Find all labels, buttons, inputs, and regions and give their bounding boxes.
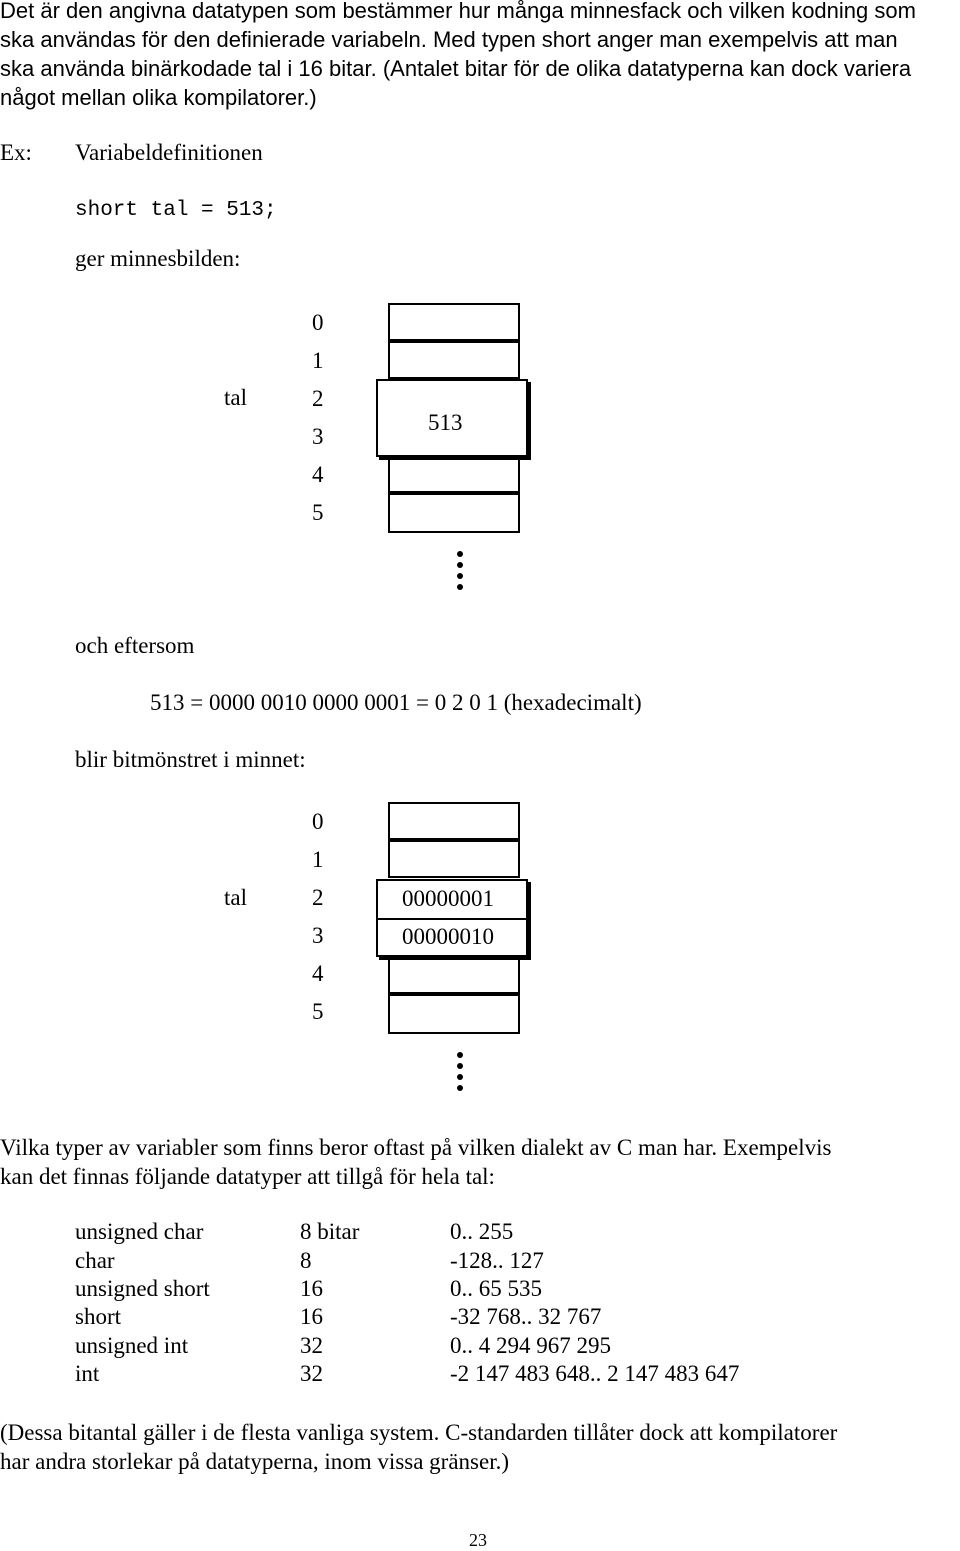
type-bits: 32 — [300, 1333, 323, 1358]
address-label: 2 — [312, 386, 324, 411]
bitpattern-caption: blir bitmönstret i minnet: — [75, 747, 306, 772]
address-label: 3 — [312, 424, 324, 449]
type-name: int — [75, 1361, 100, 1386]
type-name: unsigned char — [75, 1219, 204, 1244]
table-row — [0, 1219, 960, 1248]
type-bits: 32 — [300, 1361, 323, 1386]
cell-value: 513 — [428, 410, 463, 435]
memory-cell — [388, 493, 520, 533]
memory-cell — [388, 840, 520, 878]
memory-cell — [388, 303, 520, 341]
type-bits: 8 — [300, 1248, 312, 1273]
type-name: unsigned int — [75, 1333, 189, 1358]
type-range: 0.. 65 535 — [450, 1276, 542, 1301]
intro-line: ska använda binärkodade tal i 16 bitar. (Antalet bitar för de olika datatyperna kan dock variera — [0, 56, 912, 81]
types-intro — [0, 1133, 832, 1191]
example-label: Variabeldefinitionen — [75, 140, 263, 165]
intro-line: Det är den angivna datatypen som bestämmer hur många minnesfack och vilken kodning som — [0, 0, 916, 23]
type-bits: 8 bitar — [300, 1219, 360, 1244]
page-number: 23 — [469, 1530, 487, 1550]
intro-line: ska användas för den definierade variabeln. Med typen short anger man exempelvis att man — [0, 27, 898, 52]
table-row — [0, 1333, 960, 1362]
table-row — [0, 1276, 960, 1305]
type-range: -2 147 483 648.. 2 147 483 647 — [450, 1361, 740, 1386]
variable-label: tal — [224, 885, 247, 910]
type-name: short — [75, 1304, 121, 1329]
note-paragraph — [0, 1418, 837, 1476]
diagram-caption: ger minnesbilden: — [75, 246, 241, 271]
type-range: -128.. 127 — [450, 1248, 544, 1273]
address-label: 2 — [312, 885, 324, 910]
memory-cell — [388, 994, 520, 1034]
address-label: 1 — [312, 847, 324, 872]
example-prefix: Ex: — [0, 140, 32, 165]
address-label: 0 — [312, 310, 324, 335]
type-bits: 16 — [300, 1304, 323, 1329]
memory-cell — [388, 956, 520, 994]
address-label: 3 — [312, 923, 324, 948]
type-name: char — [75, 1248, 115, 1273]
intro-paragraph — [0, 0, 960, 112]
memory-cell — [388, 341, 520, 379]
byte-low-value: 00000001 — [402, 886, 494, 911]
variable-cell — [376, 879, 528, 957]
type-range: 0.. 4 294 967 295 — [450, 1333, 611, 1358]
connector-text: och eftersom — [75, 633, 195, 658]
types-intro-line: Vilka typer av variabler som finns beror oftast på vilken dialekt av C man har. Exempelvis — [0, 1135, 832, 1160]
memory-cell — [388, 455, 520, 493]
address-label: 4 — [312, 462, 324, 487]
byte-high-value: 00000010 — [402, 924, 494, 949]
intro-line: något mellan olika kompilatorer.) — [0, 85, 317, 110]
address-label: 5 — [312, 999, 324, 1024]
ellipsis-icon — [457, 551, 465, 595]
equation: 513 = 0000 0010 0000 0001 = 0 2 0 1 (hexadecimalt) — [150, 690, 642, 715]
table-row — [0, 1361, 960, 1390]
table-row — [0, 1304, 960, 1333]
memory-cell — [388, 802, 520, 840]
address-label: 1 — [312, 348, 324, 373]
type-bits: 16 — [300, 1276, 323, 1301]
note-line: har andra storlekar på datatyperna, inom vissa gränser.) — [0, 1449, 509, 1474]
address-label: 5 — [312, 500, 324, 525]
ellipsis-icon — [457, 1052, 465, 1096]
variable-label: tal — [224, 385, 247, 410]
address-label: 4 — [312, 961, 324, 986]
variable-cell — [376, 379, 528, 457]
types-intro-line: kan det finnas följande datatyper att tillgå för hela tal: — [0, 1164, 495, 1189]
cell-divider — [378, 918, 526, 920]
code-line: short tal = 513; — [75, 199, 277, 222]
note-line: (Dessa bitantal gäller i de flesta vanliga system. C-standarden tillåter dock att kompilatorer — [0, 1420, 838, 1445]
type-name: unsigned short — [75, 1276, 210, 1301]
address-label: 0 — [312, 809, 324, 834]
type-range: 0.. 255 — [450, 1219, 514, 1244]
type-range: -32 768.. 32 767 — [450, 1304, 602, 1329]
table-row — [0, 1248, 960, 1277]
